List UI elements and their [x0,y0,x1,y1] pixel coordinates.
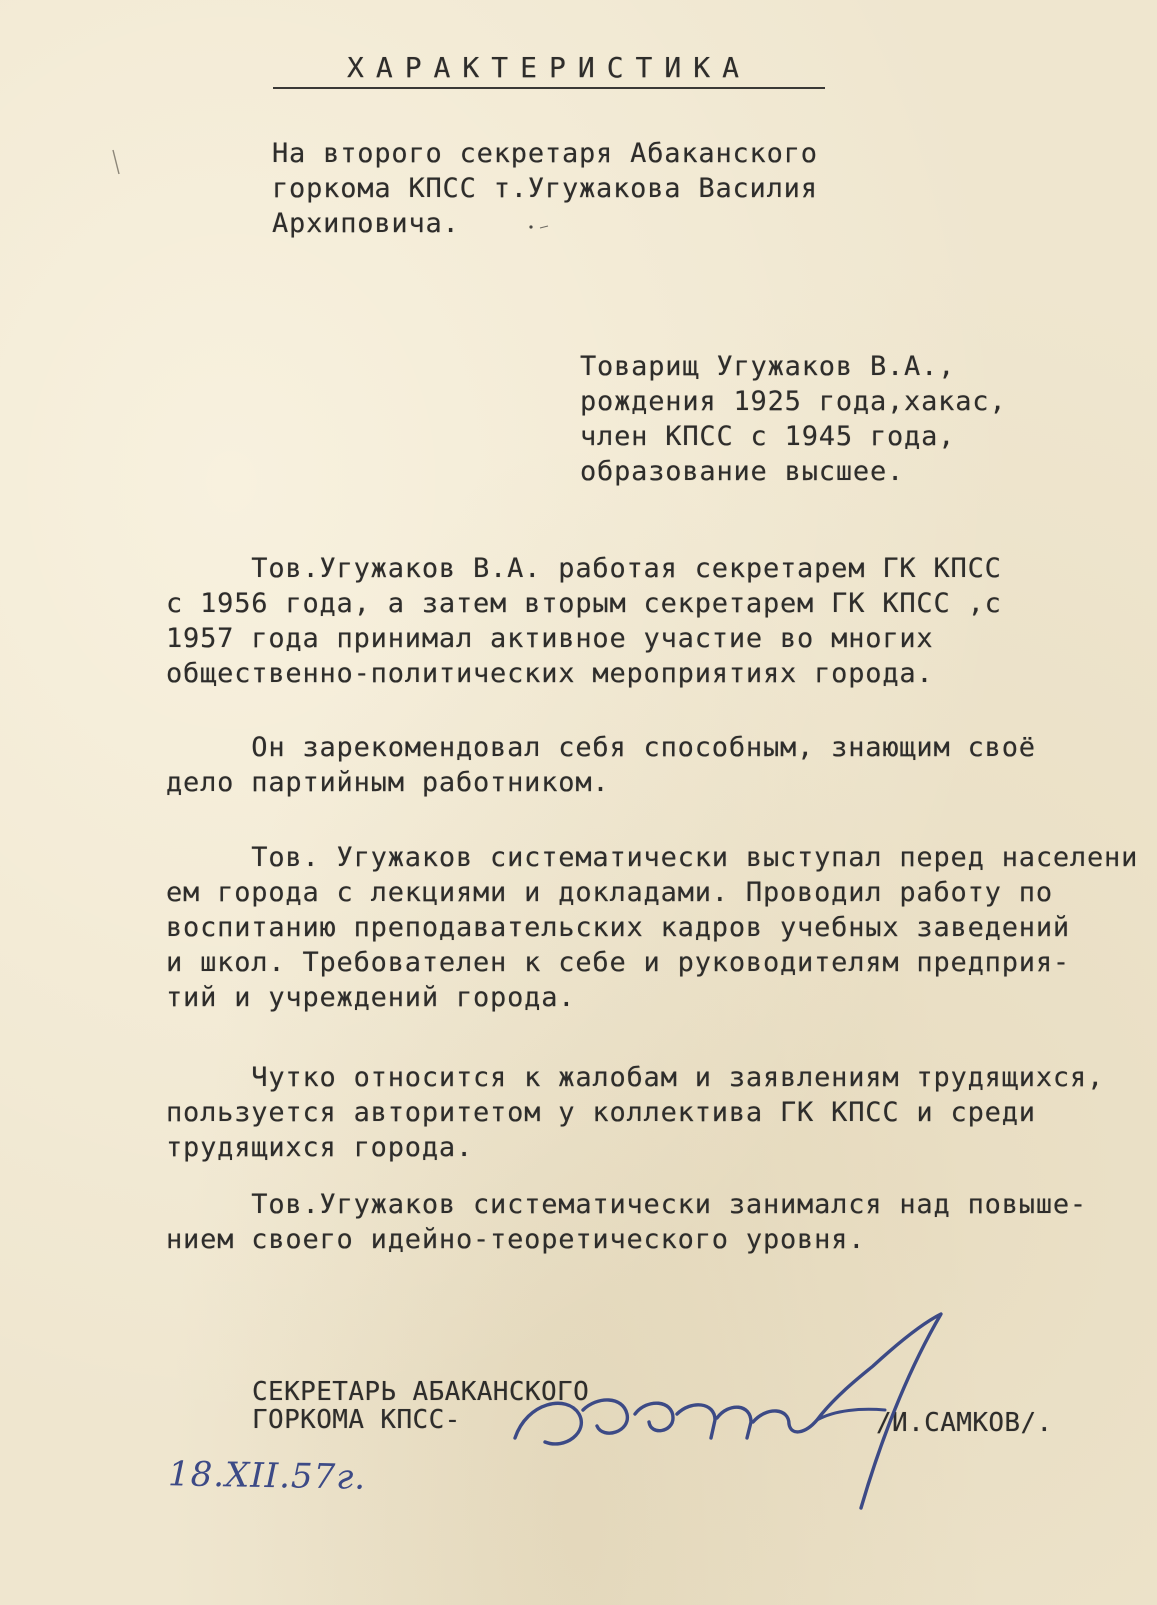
paper-mark [110,148,124,178]
body-line: Тов. Угужаков систематически выступал перед населени [166,842,1139,873]
bio-line: Товарищ Угужаков В.А., [580,351,956,382]
body-line: дело партийным работником. [166,767,610,798]
subject-line: На второго секретаря Абаканского [272,138,818,169]
signer-line: ГОРКОМА КПСС- [252,1405,461,1435]
body-line: тий и учреждений города. [166,982,576,1013]
bio-line: член КПСС с 1945 года, [580,421,956,452]
body-line: 1957 года принимал активное участие во многих [166,623,934,654]
body-line: ем города с лекциями и докладами. Проводил работу по [166,877,1053,908]
body-line: с 1956 года, а затем вторым секретарем ГК КПСС ,с [166,588,1002,619]
body-line: Тов.Угужаков систематически занимался над повыше- [166,1189,1087,1220]
body-line: воспитанию преподавательских кадров учебных заведений [166,912,1070,943]
bio-line: образование высшее. [580,456,905,487]
signer-name: /И.САМКОВ/. [876,1408,1053,1438]
subject-line: горкома КПСС т.Угужакова Василия [272,173,818,204]
bio-line: рождения 1925 года,хакас, [580,386,1007,417]
signer-line: СЕКРЕТАРЬ АБАКАНСКОГО [252,1377,590,1407]
body-paragraph [166,1060,1146,1165]
body-line: и школ. Требователен к себе и руководителям предприя- [166,947,1070,978]
body-line: нием своего идейно-теоретического уровня. [166,1224,866,1255]
body-line: общественно-политических мероприятиях города. [166,658,934,689]
body-paragraph [166,1187,1146,1257]
body-line: Тов.Угужаков В.А. работая секретарем ГК КПСС [166,553,1002,584]
ink-speck [528,224,550,230]
subject-line: Архиповича. [272,208,460,239]
body-line: Чутко относится к жалобам и заявлениям трудящихся, [166,1062,1105,1093]
bio-block [580,349,1006,489]
handwritten-date: 18.XII.57г. [167,1454,367,1498]
body-paragraph [166,840,1146,1015]
body-line: трудящихся города. [166,1132,473,1163]
handwritten-signature [505,1310,1065,1520]
body-paragraph [166,551,1146,691]
body-paragraph [166,730,1146,800]
body-line: пользуется авторитетом у коллектива ГК КПСС и среди [166,1097,1036,1128]
document-title: ХАРАКТЕРИСТИКА [273,50,825,89]
body-line: Он зарекомендовал себя способным, знающим своё [166,732,1036,763]
